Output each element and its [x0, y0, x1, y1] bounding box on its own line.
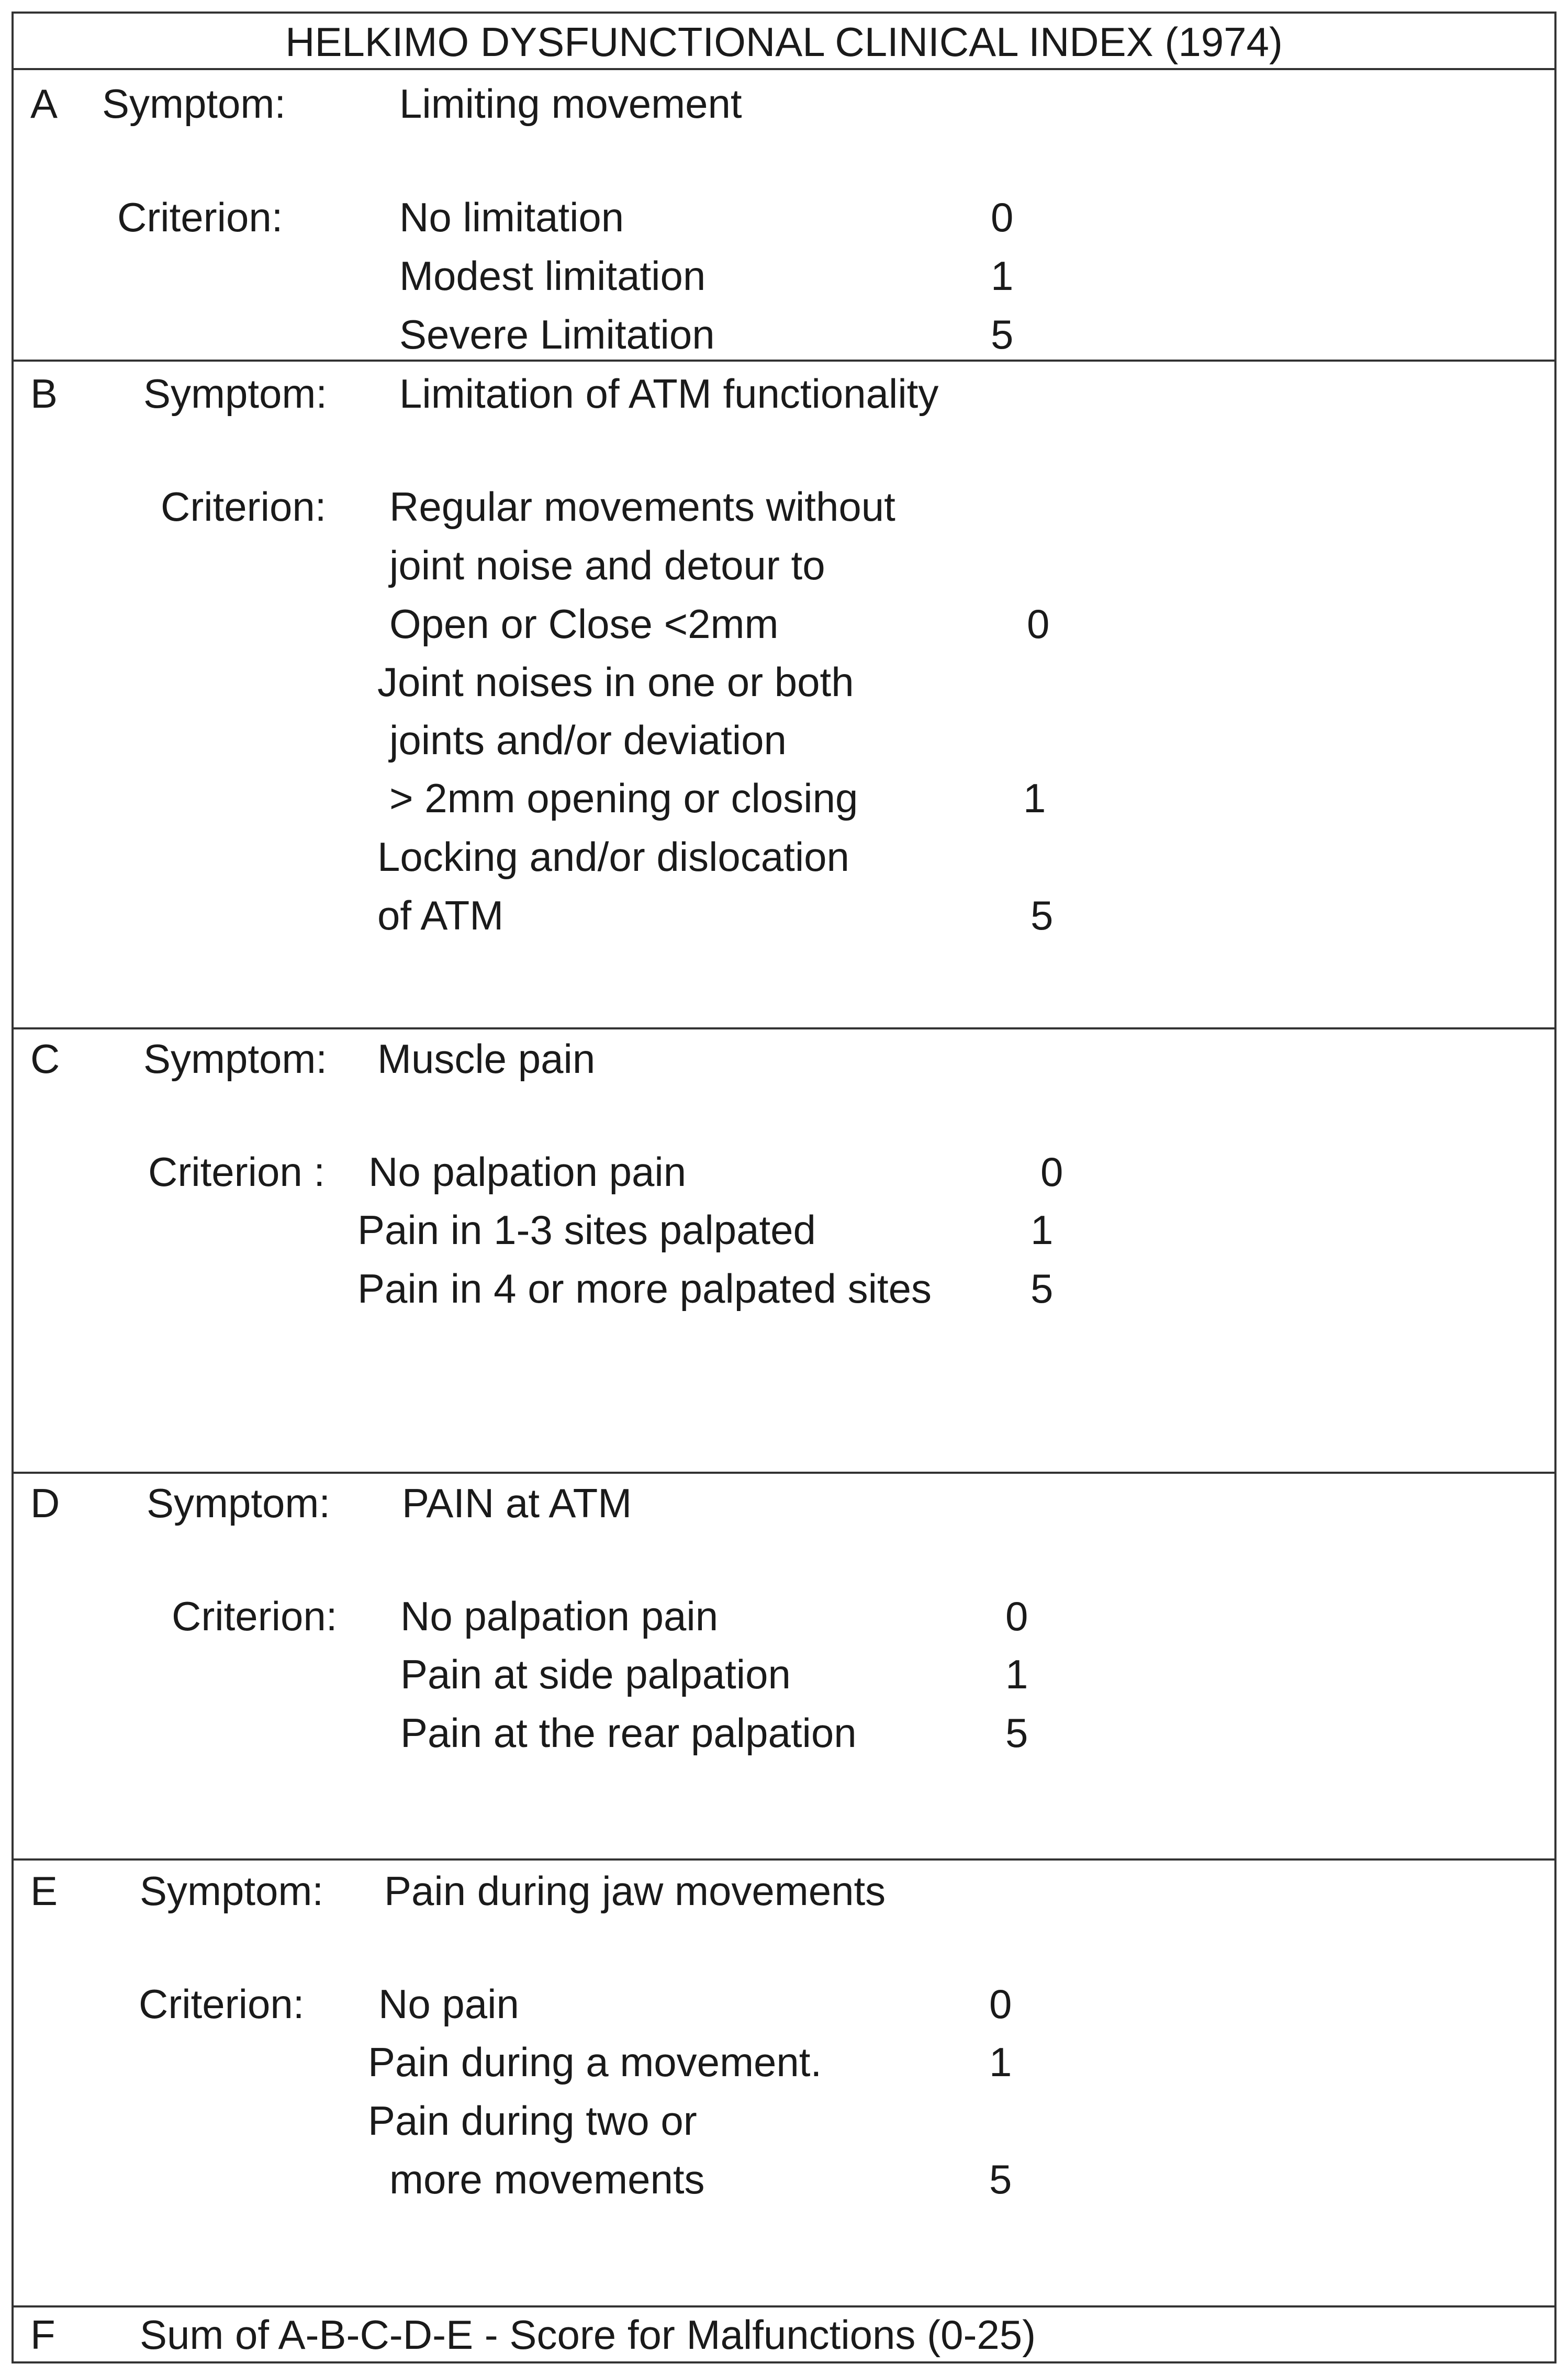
section-letter: E: [30, 1868, 58, 1914]
title-divider: [12, 68, 1556, 70]
section-divider: [12, 360, 1556, 362]
section-letter: C: [30, 1036, 60, 1082]
table-title: HELKIMO DYSFUNCTIONAL CLINICAL INDEX (1974): [285, 19, 1283, 65]
section-letter: B: [30, 371, 58, 417]
criterion-score: 1: [1005, 1651, 1028, 1697]
criterion-score: 1: [989, 2039, 1012, 2085]
criterion-text: Open or Close <2mm: [389, 601, 779, 647]
section-divider: [12, 1027, 1556, 1029]
criterion-score: 1: [1023, 775, 1046, 821]
criterion-score: 5: [1031, 1265, 1054, 1312]
criterion-score: 0: [989, 1981, 1012, 2027]
symptom-label: Symptom:: [143, 371, 328, 417]
criterion-score: 5: [1031, 892, 1054, 938]
criterion-text: > 2mm opening or closing: [389, 775, 858, 821]
symptom-label: Symptom:: [102, 81, 286, 127]
criterion-text: joint noise and detour to: [389, 542, 825, 588]
criterion-score: 0: [1005, 1593, 1028, 1639]
criterion-text: Locking and/or dislocation: [377, 834, 849, 880]
criterion-text: Pain at side palpation: [400, 1651, 791, 1697]
criterion-text: Regular movements without: [389, 484, 895, 530]
section-letter: F: [30, 2312, 55, 2358]
symptom-label: Symptom:: [140, 1868, 324, 1914]
criterion-score: 1: [991, 253, 1014, 299]
footer-sum-text: Sum of A-B-C-D-E - Score for Malfunctions (0-25): [140, 2312, 1036, 2358]
criterion-text: No palpation pain: [400, 1593, 719, 1639]
symptom-label: Symptom:: [143, 1036, 328, 1082]
criterion-text: Joint noises in one or both: [377, 659, 854, 705]
section-letter: A: [30, 81, 58, 127]
criterion-text: Pain during two or: [368, 2098, 697, 2144]
criterion-text: Severe Limitation: [399, 311, 715, 357]
criterion-score: 5: [991, 311, 1014, 357]
criterion-text: joints and/or deviation: [389, 717, 787, 763]
criterion-text: No limitation: [399, 194, 624, 240]
criterion-text: Modest limitation: [399, 253, 706, 299]
criterion-text: more movements: [389, 2156, 705, 2202]
criterion-label: Criterion:: [172, 1593, 338, 1639]
criterion-score: 0: [1027, 601, 1050, 647]
criterion-label: Criterion:: [161, 484, 327, 530]
criterion-text: Pain in 1-3 sites palpated: [357, 1207, 816, 1253]
criterion-text: Pain during a movement.: [368, 2039, 822, 2085]
criterion-score: 1: [1031, 1207, 1054, 1253]
section-divider: [12, 1858, 1556, 1861]
criterion-text: Pain in 4 or more palpated sites: [357, 1265, 932, 1312]
criterion-label: Criterion:: [117, 194, 283, 240]
section-divider: [12, 1472, 1556, 1474]
criterion-text: of ATM: [377, 892, 504, 938]
criterion-label: Criterion:: [139, 1981, 305, 2027]
symptom-text: Muscle pain: [377, 1036, 596, 1082]
criterion-text: No pain: [378, 1981, 519, 2027]
symptom-text: Pain during jaw movements: [384, 1868, 886, 1914]
criterion-score: 0: [1040, 1149, 1063, 1195]
symptom-text: Limitation of ATM functionality: [399, 371, 939, 417]
section-divider: [12, 2305, 1556, 2307]
criterion-score: 0: [991, 194, 1014, 240]
symptom-text: PAIN at ATM: [402, 1480, 632, 1526]
criterion-score: 5: [989, 2156, 1012, 2202]
criterion-score: 5: [1005, 1710, 1028, 1756]
symptom-label: Symptom:: [147, 1480, 331, 1526]
section-letter: D: [30, 1480, 60, 1526]
criterion-text: No palpation pain: [368, 1149, 687, 1195]
criterion-label: Criterion :: [148, 1149, 326, 1195]
symptom-text: Limiting movement: [399, 81, 742, 127]
criterion-text: Pain at the rear palpation: [400, 1710, 857, 1756]
